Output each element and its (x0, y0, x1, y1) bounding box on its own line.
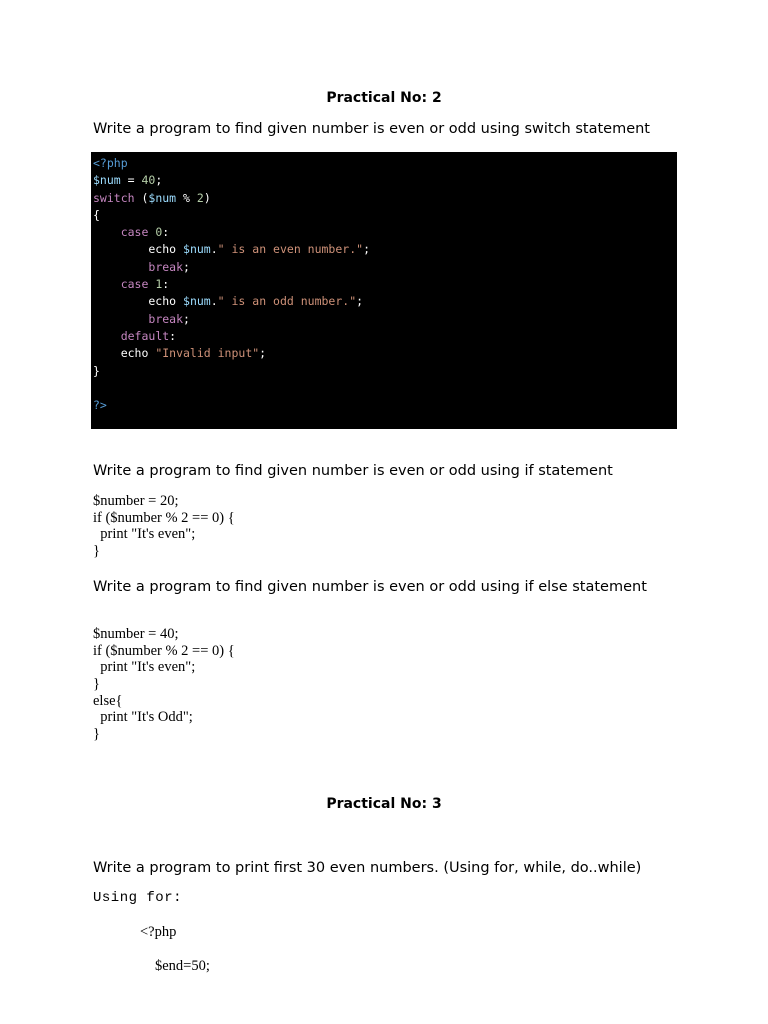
code-token: switch (93, 190, 135, 205)
code-token (93, 329, 121, 343)
code-token: ; (155, 173, 163, 188)
code-token: $num (183, 294, 211, 309)
code-token: % (176, 190, 197, 205)
code-token: ; (183, 259, 190, 274)
code-token: . (210, 294, 218, 309)
code-token: . (210, 242, 218, 257)
code-line (93, 397, 677, 414)
code-token (93, 260, 148, 274)
code-token (93, 225, 121, 239)
code-token: : (162, 277, 170, 292)
code-token: 0 (155, 225, 163, 240)
code-line (93, 293, 677, 310)
ifelse-question: Write a program to find given number is even or odd using if else statement (93, 579, 647, 595)
code-line: else{ (93, 692, 123, 709)
code-line: print "It's even"; (93, 526, 196, 543)
code-line: print "It's Odd"; (93, 709, 193, 726)
practical-2-heading: Practical No: 2 (326, 90, 442, 106)
code-line (93, 190, 677, 207)
code-token: break (148, 311, 184, 326)
code-line (93, 172, 677, 189)
code-token (93, 312, 148, 326)
code-line: $number = 20; (93, 493, 179, 509)
code-line (93, 380, 677, 397)
code-token: ; (183, 311, 190, 326)
code-line (93, 276, 677, 293)
code-line: if ($number % 2 == 0) { (93, 642, 235, 659)
code-line (93, 224, 677, 241)
code-token: case (120, 225, 149, 240)
code-token: ) (203, 190, 211, 205)
code-line: } (93, 543, 100, 560)
code-token: echo (93, 346, 156, 361)
code-token: ?> (93, 398, 107, 413)
code-token: 2 (196, 190, 204, 205)
code-token (93, 277, 121, 291)
code-token: : (162, 225, 170, 240)
code-token: ; (363, 242, 370, 257)
code-token: $num (148, 190, 177, 205)
code-token: : (169, 328, 177, 343)
switch-code-panel (91, 152, 677, 429)
code-token: $num (93, 173, 121, 188)
code-token: "Invalid input" (155, 346, 260, 361)
switch-question: Write a program to find given number is even or odd using switch statement (93, 121, 650, 137)
code-line: } (93, 676, 100, 693)
code-line (93, 155, 677, 172)
code-token: ( (134, 190, 149, 205)
code-line: if ($number % 2 == 0) { (93, 509, 235, 526)
code-token: = (120, 173, 142, 188)
code-line: } (93, 726, 100, 743)
code-token: 40 (141, 173, 156, 188)
code-line: $number = 40; (93, 626, 179, 642)
code-token: break (148, 259, 184, 274)
using-for-label: Using for: (93, 890, 183, 906)
code-line (93, 259, 677, 276)
php-open-tag: <?php (140, 924, 177, 940)
code-token: <?php (93, 156, 128, 170)
if-code-block (93, 493, 235, 560)
code-token: echo (93, 242, 184, 257)
code-line (93, 345, 677, 362)
code-token: ; (259, 346, 267, 361)
code-token: default (120, 328, 170, 343)
code-token: $num (183, 242, 211, 257)
code-token: echo (93, 294, 184, 309)
code-line (93, 363, 677, 380)
code-line (93, 241, 677, 258)
if-question: Write a program to find given number is even or odd using if statement (93, 463, 613, 479)
end-assignment: $end=50; (155, 958, 210, 974)
practical-3-heading: Practical No: 3 (326, 796, 442, 812)
code-line: print "It's even"; (93, 659, 196, 676)
code-line (93, 328, 677, 345)
code-line (93, 311, 677, 328)
practical-3-question: Write a program to print first 30 even numbers. (Using for, while, do..while) (93, 860, 642, 876)
code-token: 1 (155, 277, 163, 292)
code-token: " is an odd number." (217, 294, 357, 309)
code-token: { (93, 207, 100, 222)
code-token: ; (356, 294, 364, 309)
code-token: } (93, 363, 100, 378)
code-line (93, 207, 677, 224)
ifelse-code-block (93, 626, 235, 743)
code-token: " is an even number." (217, 242, 364, 257)
code-token: case (120, 277, 149, 292)
